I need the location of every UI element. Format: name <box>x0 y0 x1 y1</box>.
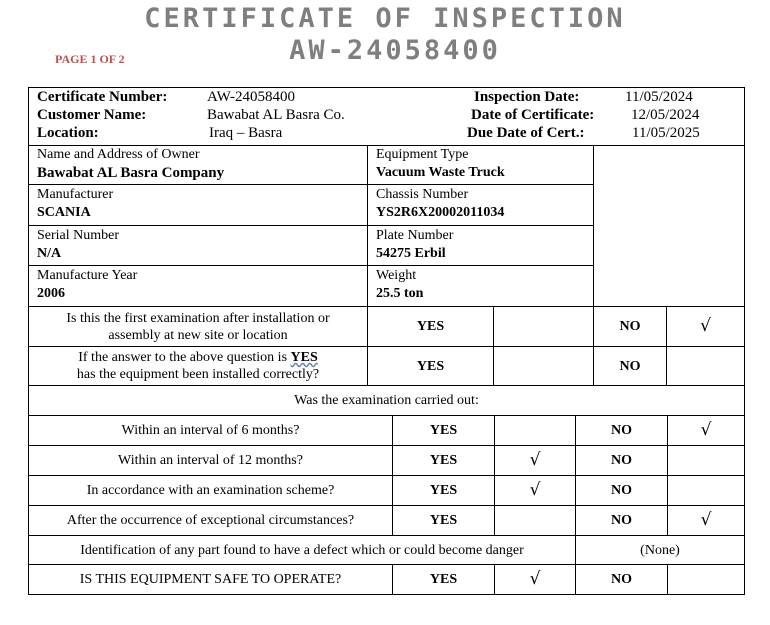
due-date-value: 11/05/2025 <box>632 125 700 141</box>
chassis-cell <box>368 185 594 226</box>
cert-date-label: Date of Certificate: <box>471 107 595 123</box>
plate-value: 54275 Erbil <box>376 246 446 261</box>
q2-yes: YES <box>368 347 494 386</box>
chassis-label: Chassis Number <box>376 187 469 202</box>
q3-no-check: √ <box>668 416 744 446</box>
q3-question: Within an interval of 6 months? <box>29 416 393 446</box>
manufacturer-cell <box>29 185 368 226</box>
owner-label: Name and Address of Owner <box>37 147 200 162</box>
cert-date-value: 12/05/2024 <box>631 107 700 123</box>
q7-question: Identification of any part found to have a defect which or could become danger <box>29 536 576 565</box>
equipment-type-value: Vacuum Waste Truck <box>376 165 505 180</box>
empty-photo-cell <box>594 145 744 307</box>
q7-answer: (None) <box>576 536 744 565</box>
customer-label: Customer Name: <box>37 107 147 123</box>
manufacturer-value: SCANIA <box>37 205 91 220</box>
year-label: Manufacture Year <box>37 268 138 283</box>
q6-yes-check <box>495 506 576 536</box>
inspection-date-label: Inspection Date: <box>474 89 580 105</box>
q2-pre: If the answer to the above question is <box>78 350 291 365</box>
q1-yes-check <box>494 307 594 347</box>
cert-number-value: AW-24058400 <box>207 89 295 105</box>
inspection-date-value: 11/05/2024 <box>625 89 693 105</box>
serial-cell <box>29 226 368 266</box>
q1-question <box>29 307 368 347</box>
q2-no: NO <box>594 347 667 386</box>
title-line-1: CERTIFICATE OF INSPECTION <box>144 3 626 34</box>
q8-question: IS THIS EQUIPMENT SAFE TO OPERATE? <box>29 565 393 594</box>
title-line-2: AW-24058400 <box>289 35 501 66</box>
due-date-label: Due Date of Cert.: <box>467 125 585 141</box>
q3-no: NO <box>576 416 668 446</box>
manufacturer-label: Manufacturer <box>37 187 114 202</box>
q2-yes-ref: YES <box>290 350 318 365</box>
q1-yes: YES <box>368 307 494 347</box>
certificate-table <box>28 87 745 595</box>
q1-line2: assembly at new site or location <box>108 327 288 343</box>
q1-line1: Is this the first examination after installation or <box>66 310 330 326</box>
plate-cell <box>368 226 594 266</box>
q8-no-check <box>668 565 744 594</box>
q6-no-check: √ <box>668 506 744 536</box>
customer-value: Bawabat AL Basra Co. <box>207 107 345 123</box>
header-block <box>29 88 744 146</box>
equipment-type-label: Equipment Type <box>376 147 469 162</box>
serial-label: Serial Number <box>37 228 120 243</box>
q8-yes: YES <box>393 565 495 594</box>
exam-heading: Was the examination carried out: <box>29 386 744 416</box>
q6-question: After the occurrence of exceptional circumstances? <box>29 506 393 536</box>
weight-label: Weight <box>376 268 417 283</box>
location-value: Iraq – Basra <box>209 125 283 141</box>
q5-question: In accordance with an examination scheme? <box>29 476 393 506</box>
q5-yes: YES <box>393 476 495 506</box>
q5-yes-check: √ <box>495 476 576 506</box>
q1-no-check: √ <box>667 307 744 347</box>
q2-no-check <box>667 347 744 386</box>
year-cell <box>29 266 368 307</box>
q8-yes-check: √ <box>495 565 576 594</box>
q4-yes-check: √ <box>495 446 576 476</box>
q6-yes: YES <box>393 506 495 536</box>
q2-question <box>29 347 368 386</box>
weight-cell <box>368 266 594 307</box>
q3-yes-check <box>495 416 576 446</box>
q2-yes-check <box>494 347 594 386</box>
location-label: Location: <box>37 125 99 141</box>
q5-no-check <box>668 476 744 506</box>
weight-value: 25.5 ton <box>376 286 424 301</box>
plate-label: Plate Number <box>376 228 454 243</box>
q8-no: NO <box>576 565 668 594</box>
q3-yes: YES <box>393 416 495 446</box>
owner-value: Bawabat AL Basra Company <box>37 165 225 181</box>
serial-value: N/A <box>37 246 62 261</box>
q6-no: NO <box>576 506 668 536</box>
q4-no: NO <box>576 446 668 476</box>
q2-line2: has the equipment been installed correctly? <box>76 367 320 382</box>
page-indicator: PAGE 1 OF 2 <box>55 52 125 66</box>
q4-question: Within an interval of 12 months? <box>29 446 393 476</box>
q4-yes: YES <box>393 446 495 476</box>
equipment-type-cell <box>368 145 594 185</box>
q4-no-check <box>668 446 744 476</box>
q5-no: NO <box>576 476 668 506</box>
year-value: 2006 <box>37 286 65 301</box>
cert-number-label: Certificate Number: <box>37 89 168 105</box>
chassis-value: YS2R6X20002011034 <box>376 205 505 220</box>
owner-cell <box>29 145 368 185</box>
q1-no: NO <box>594 307 667 347</box>
